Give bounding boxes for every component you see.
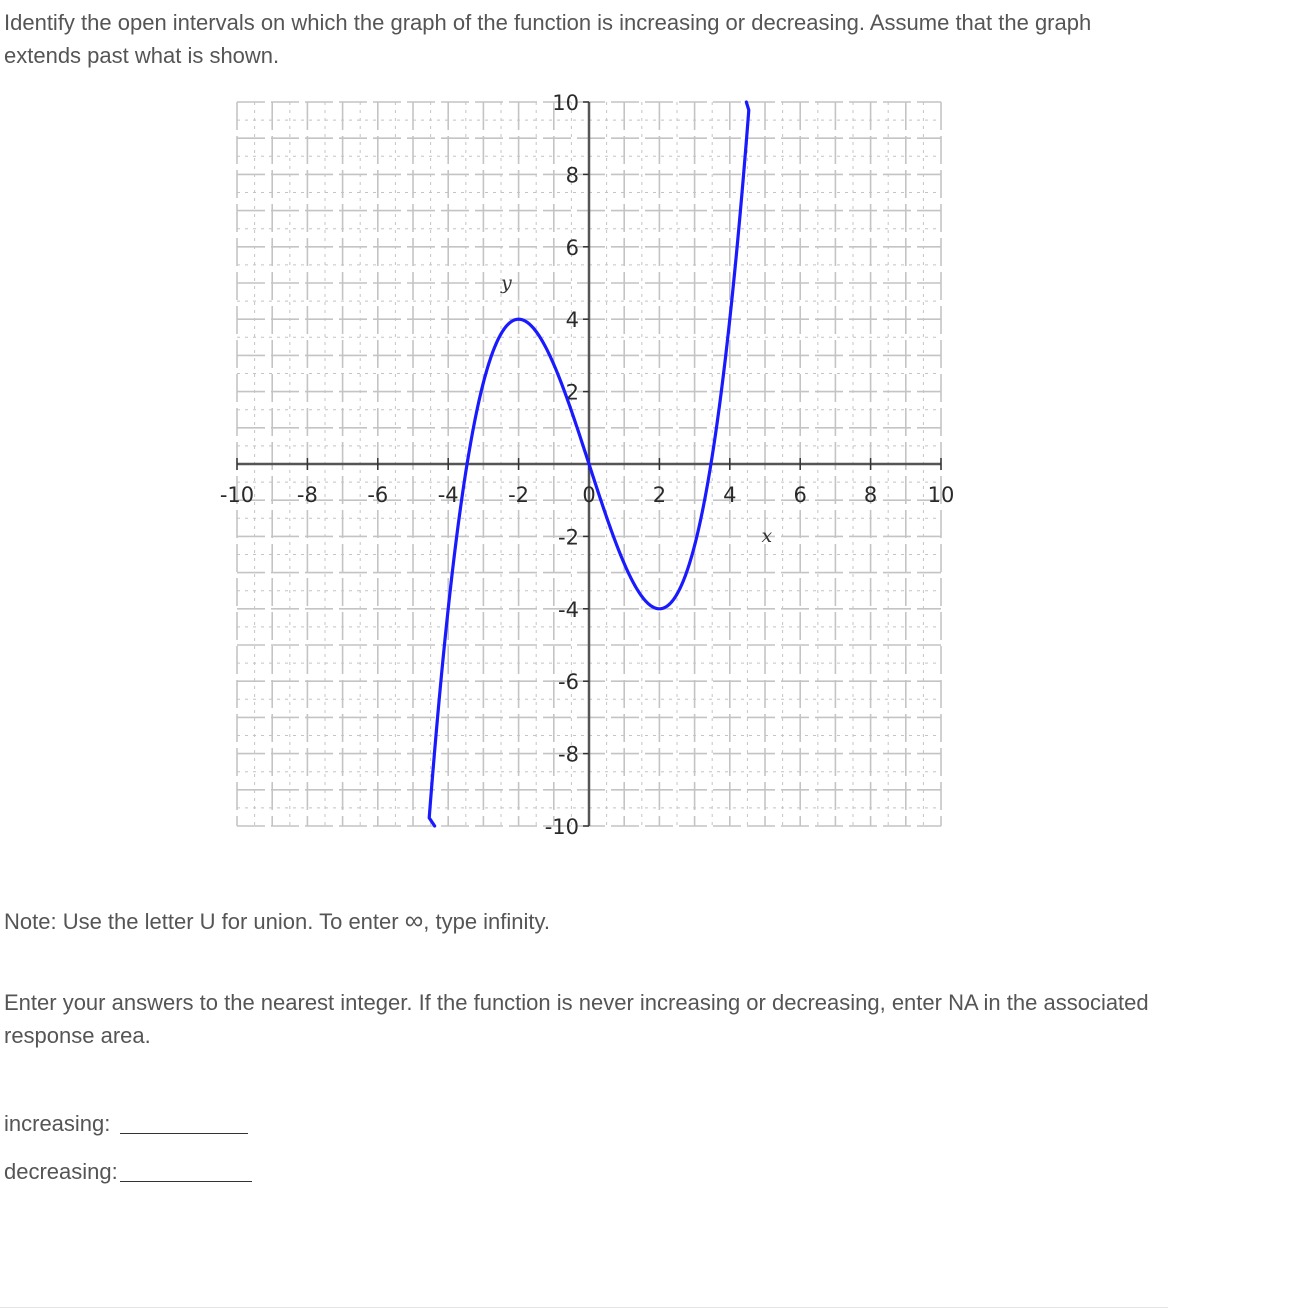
note-suffix: , type infinity. — [423, 909, 551, 934]
increasing-answer-row — [4, 1107, 248, 1140]
y-tick-label: 4 — [565, 308, 579, 333]
decreasing-input[interactable] — [120, 1157, 252, 1182]
function-graph — [196, 88, 976, 848]
x-tick-label: 4 — [723, 483, 737, 507]
x-axis-name: x — [761, 525, 773, 547]
increasing-label: increasing: — [4, 1111, 111, 1136]
graph-svg — [196, 88, 976, 848]
x-tick-label: 8 — [863, 483, 878, 507]
x-tick-label: 2 — [652, 483, 667, 507]
y-tick-label: -8 — [558, 742, 579, 767]
y-tick-label: 8 — [565, 163, 579, 188]
x-tick-label: 0 — [582, 483, 596, 507]
x-tick-label: -8 — [296, 483, 318, 507]
x-tick-label: -10 — [219, 483, 255, 507]
question-prompt: Identify the open intervals on which the graph of the function is increasing or decreasing. Assume that the graph extends past what is shown. — [4, 10, 1092, 68]
infinity-symbol: ∞ — [404, 905, 424, 935]
y-tick-label: -2 — [558, 525, 579, 550]
bottom-divider — [0, 1307, 1168, 1308]
x-tick-label: -2 — [508, 483, 530, 507]
x-tick-label: 6 — [793, 483, 807, 507]
x-tick-label: -4 — [437, 483, 459, 507]
y-tick-label: -4 — [558, 597, 579, 622]
y-tick-label: 10 — [552, 91, 579, 115]
union-note — [4, 904, 550, 938]
y-tick-label: 2 — [565, 380, 579, 405]
y-tick-label: -6 — [558, 670, 579, 695]
x-tick-label: 10 — [927, 483, 955, 507]
decreasing-label: decreasing: — [4, 1159, 118, 1184]
decreasing-answer-row — [4, 1155, 252, 1188]
note-prefix: Note: Use the letter U for union. To enter — [4, 909, 405, 934]
y-tick-label: 6 — [565, 235, 579, 260]
x-tick-label: -6 — [367, 483, 389, 507]
y-tick-label: -10 — [544, 815, 579, 839]
y-axis-name: y — [501, 272, 512, 294]
increasing-input[interactable] — [120, 1109, 248, 1134]
answer-instructions: Enter your answers to the nearest integer. If the function is never increasing or decreasing, enter NA in the associated response area. — [4, 990, 1149, 1048]
